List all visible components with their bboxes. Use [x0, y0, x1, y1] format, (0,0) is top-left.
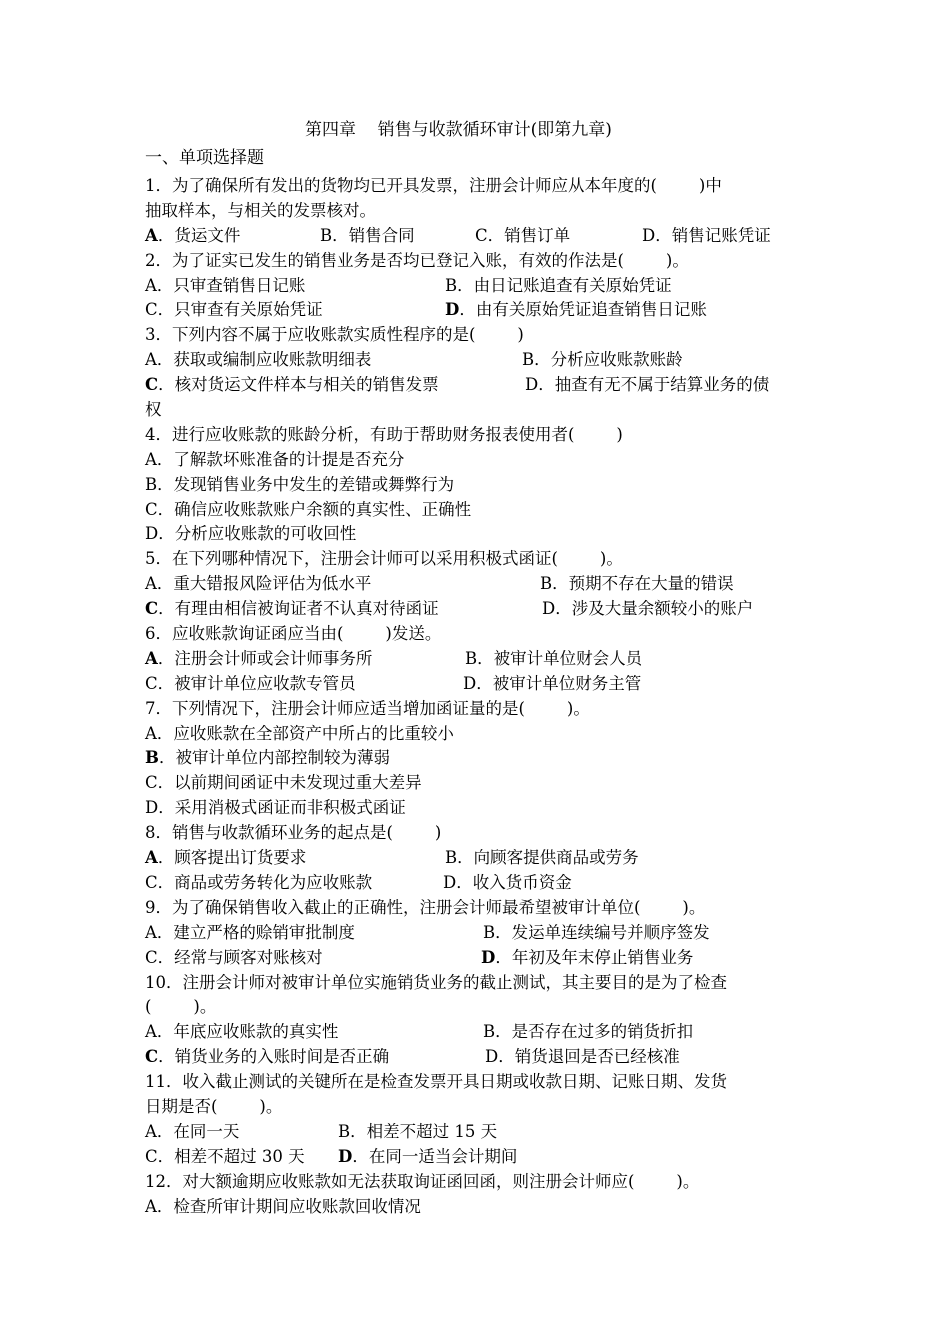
- option-row: [145, 647, 815, 672]
- option-letter: A: [145, 922, 157, 942]
- option-item: [145, 1020, 338, 1045]
- option-letter: A: [145, 449, 157, 469]
- option-text: ．相差不超过 30 天: [157, 1146, 305, 1166]
- option-text: ．了解款坏账准备的计提是否充分: [156, 449, 405, 469]
- option-item: [483, 921, 710, 946]
- option-letter: C: [145, 773, 158, 793]
- option-item: [483, 1020, 693, 1045]
- option-letter: B: [483, 1022, 496, 1042]
- option-row: [145, 274, 815, 299]
- text-line: 日期是否( )。: [145, 1096, 283, 1116]
- option-text: ．销售合同: [332, 225, 415, 245]
- option-text: ．注册会计师或会计师事务所: [157, 648, 373, 668]
- option-text: ．发运单连续编号并顺序签发: [495, 922, 710, 942]
- option-letter: D: [485, 1047, 499, 1067]
- option-row: [145, 373, 815, 398]
- option-letter: C: [145, 1047, 159, 1067]
- option-item: [145, 373, 439, 398]
- option-text: ．销售订单: [487, 225, 571, 245]
- option-row: [145, 1045, 815, 1070]
- option-text: ．年底应收账款的真实性: [156, 1022, 339, 1042]
- option-text: ．采用消极式函证而非积极式函证: [158, 798, 406, 818]
- option-letter: B: [445, 848, 458, 868]
- option-text: ．以前期间函证中未发现过重大差异: [157, 773, 422, 793]
- question-text: 9．为了确保销售收入截止的正确性，注册会计师最希望被审计单位( )。: [145, 897, 706, 917]
- question-text: 1．为了确保所有发出的货物均已开具发票，注册会计师应从本年度的( )中: [145, 176, 722, 195]
- option-item: [145, 1195, 815, 1220]
- option-letter: C: [145, 872, 158, 892]
- option-letter: D: [525, 375, 539, 395]
- option-text: ．收入货币资金: [456, 872, 572, 892]
- option-letter: A: [145, 1196, 157, 1216]
- option-letter: A: [145, 350, 157, 370]
- option-text: ．销售记账凭证: [655, 225, 771, 245]
- option-text: ．顾客提出订货要求: [157, 848, 307, 868]
- option-row: [145, 672, 815, 697]
- option-letter: B: [483, 922, 496, 942]
- option-text: ．获取或编制应收账款明细表: [156, 350, 372, 370]
- option-item: [145, 298, 323, 323]
- option-item: [145, 522, 815, 547]
- option-item: [145, 846, 306, 871]
- question-text: 7．下列情况下，注册会计师应适当增加函证量的是( )。: [145, 698, 590, 718]
- option-letter: D: [145, 798, 159, 818]
- option-text: ．由有关原始凭证追查销售日记账: [459, 300, 707, 320]
- option-letter: D: [463, 673, 477, 693]
- option-item: [475, 224, 570, 249]
- option-text: ．有理由相信被询证者不认真对待函证: [158, 599, 439, 619]
- option-text: ．在同一适当会计期间: [352, 1146, 518, 1166]
- option-item: [145, 572, 371, 597]
- option-item: [522, 348, 683, 373]
- option-item: [145, 473, 815, 498]
- option-item: [320, 224, 415, 249]
- option-item: [642, 224, 771, 249]
- option-letter: B: [320, 225, 333, 245]
- option-text: ．销货业务的入账时间是否正确: [158, 1047, 390, 1067]
- option-letter: C: [145, 499, 158, 519]
- option-letter: A: [145, 574, 157, 594]
- option-letter: B: [445, 275, 458, 295]
- option-letter: A: [145, 1022, 157, 1042]
- option-text: ．相差不超过 15 天: [350, 1121, 498, 1141]
- option-text: ．应收账款在全部资产中所占的比重较小: [156, 723, 454, 743]
- option-row: [145, 597, 815, 622]
- option-letter: D: [145, 524, 159, 544]
- option-item: [145, 348, 371, 373]
- option-letter: C: [475, 225, 488, 245]
- option-item: [465, 647, 642, 672]
- option-item: [542, 597, 753, 622]
- option-letter: A: [145, 723, 157, 743]
- question-text: 10．注册会计师对被审计单位实施销货业务的截止测试，其主要目的是为了检查: [145, 972, 727, 992]
- option-letter: A: [145, 225, 158, 245]
- option-text: ．是否存在过多的销货折扣: [495, 1022, 694, 1042]
- question-text: 6．应收账款询证函应当由( )发送。: [145, 624, 442, 644]
- question-text: 4．进行应收账款的账龄分析，有助于帮助财务报表使用者( ): [145, 424, 623, 444]
- option-item: [145, 448, 815, 473]
- option-row: [145, 946, 815, 971]
- option-letter: C: [145, 947, 158, 967]
- option-letter: C: [145, 673, 158, 693]
- option-item: [145, 672, 356, 697]
- option-letter: A: [145, 848, 158, 868]
- option-item: [145, 722, 815, 747]
- question-list: [145, 174, 815, 1219]
- option-item: [145, 921, 355, 946]
- option-item: [443, 871, 572, 896]
- option-item: [145, 274, 305, 299]
- option-letter: C: [145, 599, 159, 619]
- option-text: ．重大错报风险评估为低水平: [156, 574, 372, 594]
- option-letter: B: [465, 648, 478, 668]
- option-item: [145, 1145, 305, 1170]
- option-letter: B: [145, 474, 158, 494]
- option-row: [145, 348, 815, 373]
- text-line: 权: [145, 400, 162, 420]
- option-letter: A: [145, 648, 158, 668]
- option-item: [445, 298, 707, 323]
- option-text: ．被审计单位财会人员: [477, 648, 643, 668]
- option-text: ．货运文件: [157, 225, 241, 245]
- option-letter: B: [145, 748, 159, 768]
- option-text: ．销货退回是否已经核准: [498, 1047, 680, 1067]
- option-item: [145, 1045, 389, 1070]
- option-item: [145, 1120, 239, 1145]
- option-letter: D: [481, 947, 496, 967]
- option-text: ．检查所审计期间应收账款回收情况: [156, 1196, 421, 1216]
- option-item: [525, 373, 769, 398]
- option-text: ．向顾客提供商品或劳务: [457, 848, 639, 868]
- question-text: 5．在下列哪种情况下，注册会计师可以采用积极式函证( )。: [145, 549, 623, 569]
- option-item: [481, 946, 693, 971]
- option-text: ．发现销售业务中发生的差错或舞弊行为: [157, 474, 455, 494]
- option-text: ．被审计单位应收款专管员: [157, 673, 356, 693]
- page-title: 第四章 销售与收款循环审计(即第九章): [305, 120, 612, 140]
- option-letter: C: [145, 300, 158, 320]
- option-row: [145, 1120, 815, 1145]
- option-row: [145, 224, 815, 249]
- option-letter: D: [642, 225, 656, 245]
- option-item: [485, 1045, 680, 1070]
- option-item: [145, 498, 815, 523]
- option-text: ．被审计单位内部控制较为薄弱: [158, 748, 390, 768]
- option-letter: A: [145, 275, 157, 295]
- option-letter: B: [540, 574, 553, 594]
- option-item: [145, 946, 323, 971]
- option-row: [145, 1020, 815, 1045]
- option-letter: B: [338, 1121, 351, 1141]
- option-text: ．只审查销售日记账: [156, 275, 306, 295]
- option-letter: C: [145, 1146, 158, 1166]
- option-letter: D: [338, 1146, 353, 1166]
- option-item: [540, 572, 734, 597]
- option-item: [145, 647, 372, 672]
- option-letter: D: [542, 599, 556, 619]
- option-item: [463, 672, 641, 697]
- option-letter: D: [445, 300, 460, 320]
- option-item: [338, 1145, 517, 1170]
- option-item: [145, 597, 439, 622]
- option-text: ．涉及大量余额较小的账户: [555, 599, 754, 619]
- option-item: [145, 771, 815, 796]
- option-text: ．建立严格的赊销审批制度: [156, 922, 355, 942]
- option-text: ．在同一天: [156, 1121, 240, 1141]
- question-text: 2．为了证实已发生的销售业务是否均已登记入账，有效的作法是( )。: [145, 250, 689, 270]
- option-row: [145, 1145, 815, 1170]
- option-text: ．抽查有无不属于结算业务的债: [538, 375, 770, 395]
- question-text: 3．下列内容不属于应收账款实质性程序的是( ): [145, 325, 524, 345]
- option-item: [445, 274, 672, 299]
- option-text: ．商品或劳务转化为应收账款: [157, 872, 373, 892]
- question-text: 8．销售与收款循环业务的起点是( ): [145, 823, 442, 843]
- option-text: ．确信应收账款账户余额的真实性、正确性: [157, 499, 472, 519]
- option-text: ．核对货运文件样本与相关的销售发票: [158, 375, 439, 395]
- option-item: [145, 796, 815, 821]
- text-line: 抽取样本，与相关的发票核对。: [145, 200, 376, 220]
- option-text: ．经常与顾客对账核对: [157, 947, 323, 967]
- option-row: [145, 572, 815, 597]
- option-letter: B: [522, 350, 535, 370]
- option-letter: D: [443, 872, 457, 892]
- text-line: ( )。: [145, 997, 217, 1017]
- option-text: ．由日记账追查有关原始凭证: [457, 275, 672, 295]
- option-letter: C: [145, 375, 159, 395]
- option-row: [145, 921, 815, 946]
- option-letter: A: [145, 1121, 157, 1141]
- option-item: [145, 871, 372, 896]
- option-text: ．预期不存在大量的错误: [552, 574, 734, 594]
- question-text: 12．对大额逾期应收账款如无法获取询证函回函，则注册会计师应( )。: [145, 1171, 700, 1191]
- option-text: ．只审查有关原始凭证: [157, 300, 323, 320]
- option-item: [445, 846, 639, 871]
- option-text: ．被审计单位财务主管: [476, 673, 642, 693]
- option-row: [145, 871, 815, 896]
- option-item: [338, 1120, 497, 1145]
- option-item: [145, 746, 815, 771]
- option-text: ．年初及年末停止销售业务: [495, 947, 694, 967]
- option-row: [145, 846, 815, 871]
- option-item: [145, 224, 240, 249]
- option-text: ．分析应收账款的可收回性: [158, 524, 357, 544]
- section-heading: 一、单项选择题: [145, 148, 264, 168]
- option-text: ．分析应收账款账龄: [534, 350, 683, 370]
- option-row: [145, 298, 815, 323]
- question-text: 11．收入截止测试的关键所在是检查发票开具日期或收款日期、记账日期、发货: [145, 1072, 727, 1092]
